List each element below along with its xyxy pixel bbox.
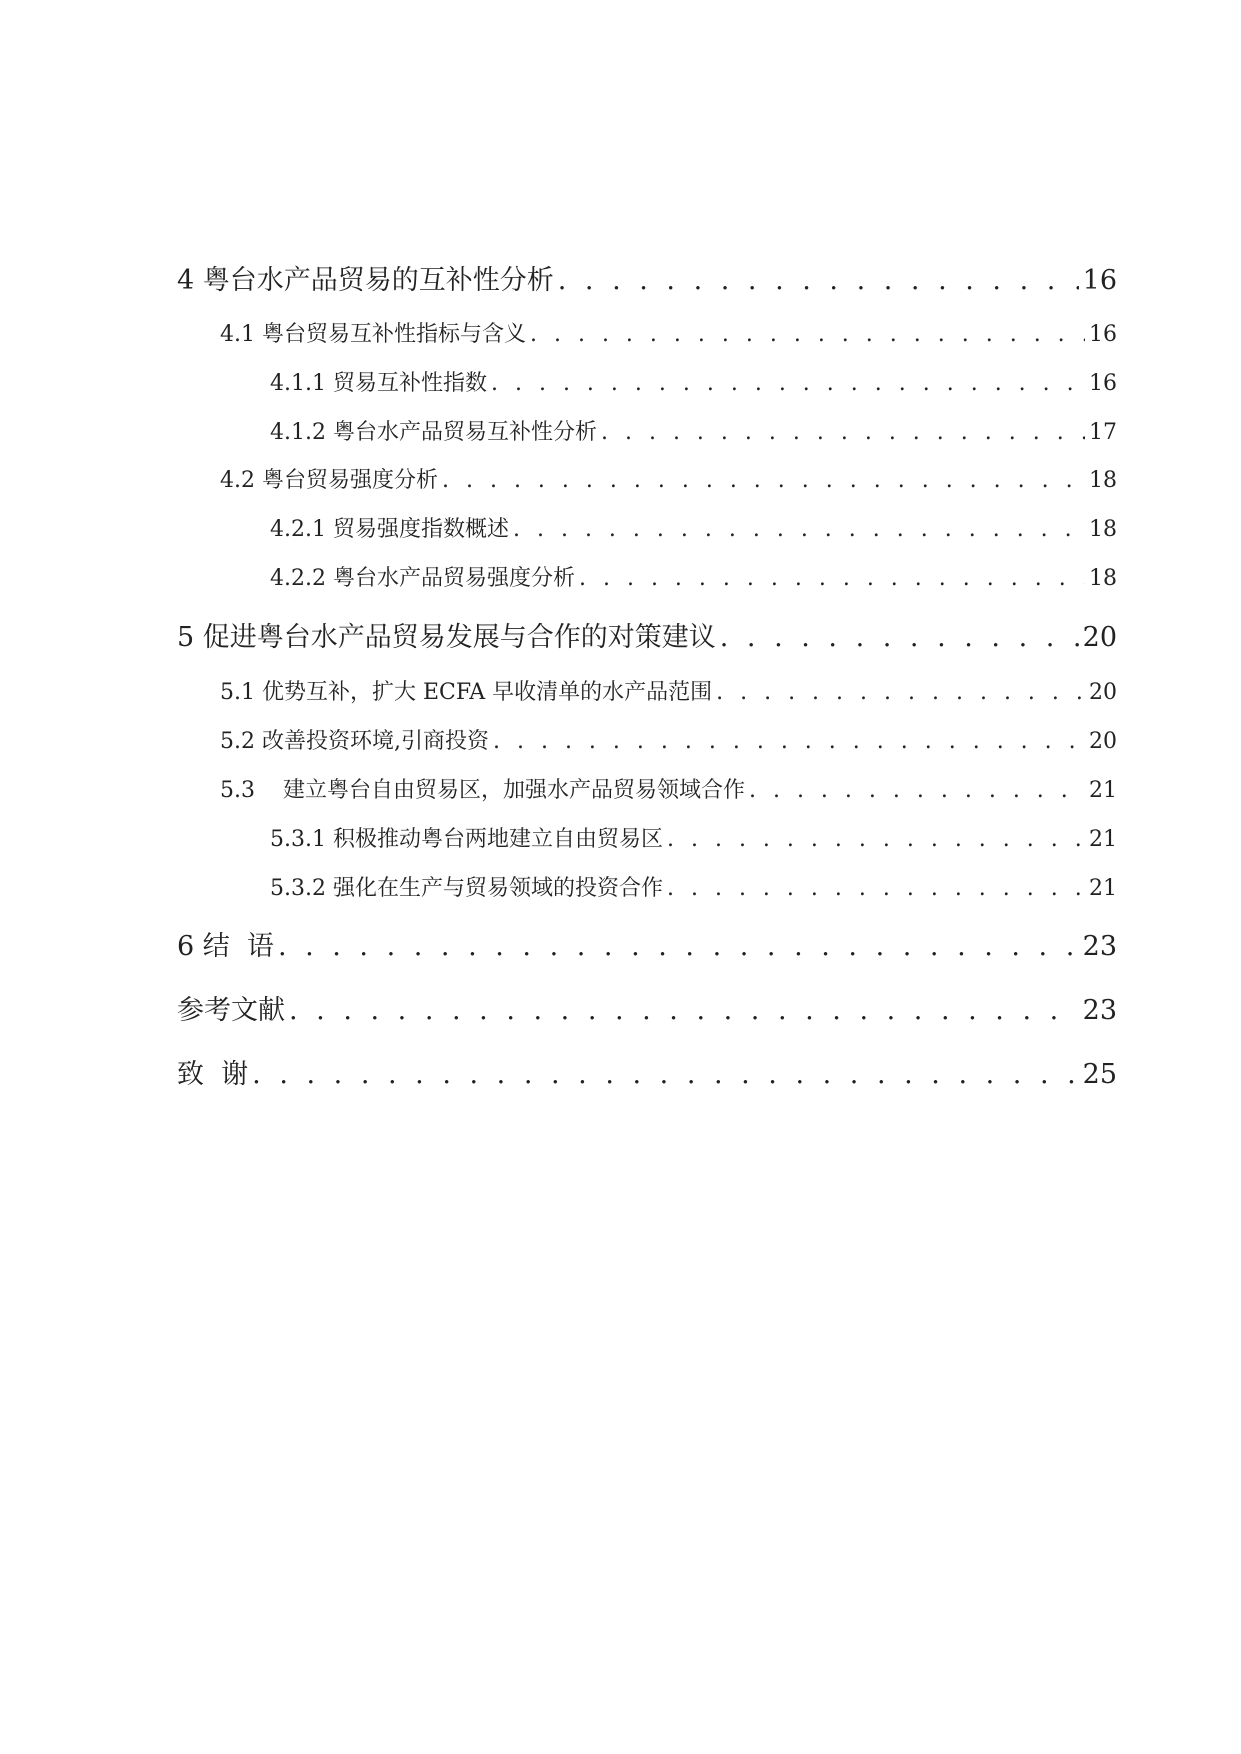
toc-leader-dots (667, 876, 1085, 901)
toc-page-number: 21 (1089, 778, 1117, 803)
toc-entry-label: 5.2 改善投资环境,引商投资 (220, 729, 489, 754)
toc-entry-section-5-3-2 (270, 871, 1117, 902)
toc-entry-conclusion (177, 924, 1117, 963)
toc-page-number: 16 (1089, 371, 1117, 396)
toc-entry-section-4-1-1 (270, 366, 1117, 397)
toc-page-number: 18 (1089, 517, 1117, 542)
toc-page-number: 21 (1089, 876, 1117, 901)
toc-entry-label: 5.1 优势互补，扩大 ECFA 早收清单的水产品范围 (220, 680, 713, 705)
toc-entry-label: 6 结 语 (177, 931, 274, 962)
toc-page-number: 20 (1082, 622, 1117, 653)
toc-entry-label: 5 促进粤台水产品贸易发展与合作的对策建议 (177, 622, 716, 653)
toc-entry-label: 参考文献 (177, 995, 285, 1026)
toc-entry-section-5-3 (220, 773, 1117, 804)
toc-leader-dots (493, 729, 1085, 754)
toc-entry-label: 4.2 粤台贸易强度分析 (220, 468, 438, 493)
toc-entry-section-4-2 (220, 463, 1117, 494)
toc-entry-label: 4.1.2 粤台水产品贸易互补性分析 (270, 420, 597, 445)
toc-entry-label: 致 谢 (177, 1059, 249, 1090)
toc-page-number: 20 (1089, 680, 1117, 705)
toc-entry-section-4-2-1 (270, 512, 1117, 543)
toc-page-number: 20 (1089, 729, 1117, 754)
toc-leader-dots (749, 778, 1085, 803)
toc-entry-label: 4.2.1 贸易强度指数概述 (270, 517, 509, 542)
toc-entry-chapter-5 (177, 615, 1117, 654)
toc-entry-label: 5.3.2 强化在生产与贸易领域的投资合作 (270, 876, 663, 901)
toc-entry-label: 5.3.1 积极推动粤台两地建立自由贸易区 (270, 827, 663, 852)
toc-leader-dots (579, 566, 1085, 591)
toc-entry-label: 5.3 建立粤台自由贸易区，加强水产品贸易领域合作 (220, 778, 745, 803)
toc-entry-section-4-2-2 (270, 561, 1117, 592)
toc-entry-section-4-1-2 (270, 415, 1117, 446)
toc-page-number: 21 (1089, 827, 1117, 852)
toc-entry-label: 4.1 粤台贸易互补性指标与含义 (220, 322, 526, 347)
toc-entry-section-5-3-1 (270, 822, 1117, 853)
toc-entry-section-4-1 (220, 317, 1117, 348)
toc-leader-dots (491, 371, 1085, 396)
toc-entry-label: 4 粤台水产品贸易的互补性分析 (177, 265, 554, 296)
toc-leader-dots (667, 827, 1085, 852)
toc-page-number: 25 (1082, 1059, 1117, 1090)
toc-leader-dots (716, 680, 1085, 705)
toc-page-number: 18 (1089, 468, 1117, 493)
toc-page-number: 23 (1082, 931, 1117, 962)
toc-entry-section-5-1 (220, 675, 1117, 706)
toc-entry-chapter-4 (177, 258, 1117, 297)
toc-leader-dots (252, 1059, 1078, 1090)
toc-page-number: 23 (1082, 995, 1117, 1026)
toc-leader-dots (558, 265, 1079, 296)
toc-leader-dots (289, 995, 1079, 1026)
toc-page-number: 16 (1089, 322, 1117, 347)
toc-entry-label: 4.1.1 贸易互补性指数 (270, 371, 487, 396)
toc-page-number: 16 (1082, 265, 1117, 296)
toc-leader-dots (278, 931, 1079, 962)
toc-page-number: 17 (1089, 420, 1117, 445)
toc-leader-dots (720, 622, 1079, 653)
toc-entry-acknowledgements (177, 1052, 1117, 1091)
toc-entry-label: 4.2.2 粤台水产品贸易强度分析 (270, 566, 575, 591)
toc-leader-dots (442, 468, 1085, 493)
toc-leader-dots (530, 322, 1085, 347)
toc-page-number: 18 (1089, 566, 1117, 591)
toc-leader-dots (601, 420, 1085, 445)
toc-entry-references (177, 988, 1117, 1027)
toc-entry-section-5-2 (220, 724, 1117, 755)
toc-leader-dots (513, 517, 1085, 542)
